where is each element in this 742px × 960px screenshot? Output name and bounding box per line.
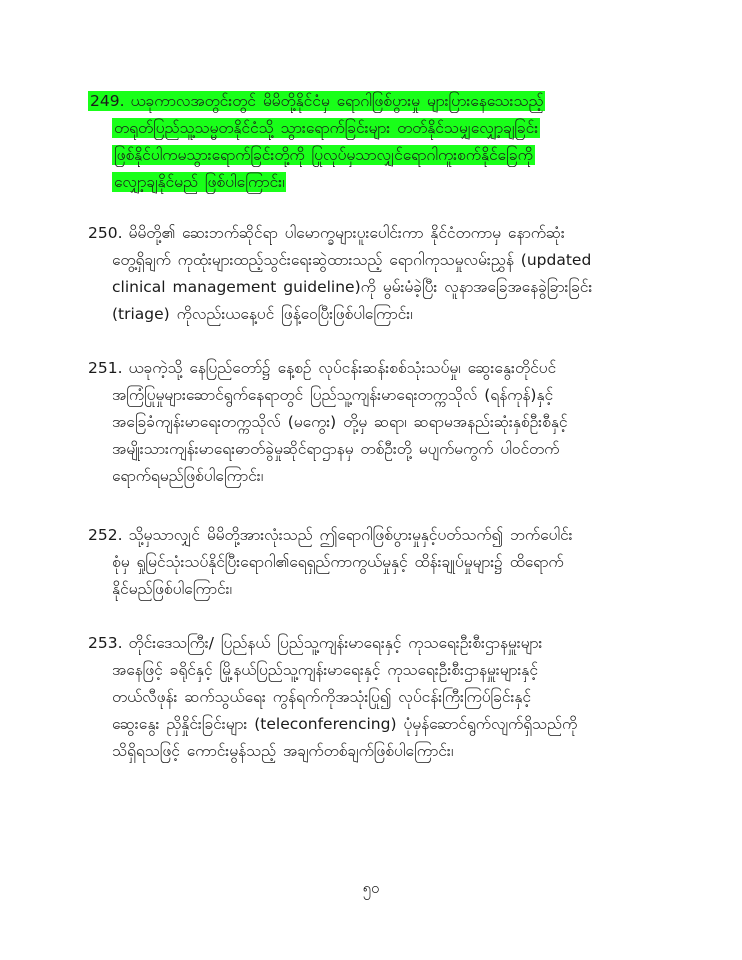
paragraph-number: 249. [90,92,125,110]
paragraph-number: 253. [88,634,123,652]
paragraph-line: အကြံပြုမှုများဆောင်ရွက်နေရာတွင် ပြည်သူ့ကျန်းမာရေးတက္ကသိုလ် (ရန်ကုန်)နှင့် [112,386,554,404]
paragraph-number: 250. [88,224,123,242]
paragraph-line: ရောက်ရမည်ဖြစ်ပါကြောင်း၊ [112,467,264,485]
paragraph-251 [88,355,660,490]
paragraph-line: အခြေခံကျန်းမာရေးတက္ကသိုလ် (မကွေး) တို့မှ ဆရာ၊ ဆရာမအနည်းဆုံးနှစ်ဦးစီနှင့် [112,413,568,431]
paragraph-250 [88,220,660,328]
paragraph-line: (triage) ကိုလည်းယနေ့ပင် ဖြန့်ဝေပြီးဖြစ်ပါကြောင်း၊ [112,305,413,323]
paragraph-253 [88,630,660,765]
paragraph-line: တယ်လီဖုန်း ဆက်သွယ်ရေး ကွန်ရက်ကိုအသုံးပြု၍ လုပ်ငန်းကြီးကြပ်ခြင်းနှင့် [112,688,532,706]
paragraph-249 [88,88,660,196]
paragraph-line: အမျိုးသားကျန်းမာရေးဓာတ်ခွဲမှုဆိုင်ရာဌာနမှ တစ်ဦးတို့ မပျက်မကွက် ပါဝင်တက် [112,440,560,458]
paragraph-line: ဖြစ်နိုင်ပါကမသွားရောက်ခြင်းတို့ကို ပြုလုပ်မှသာလျှင်ရောဂါကူးစက်နိုင်ခြေကို [114,146,533,164]
paragraph-number: 251. [88,359,123,377]
paragraph-line: လျှော့ချနိုင်မည် ဖြစ်ပါကြောင်း၊ [114,173,285,191]
paragraph-line: clinical management guideline)ကို မွမ်းမံခဲ့ပြီး လူနာအခြေအနေခွဲခြားခြင်း [112,278,593,296]
paragraph-line: သို့မှသာလျှင် မိမိတို့အားလုံးသည် ဤရောဂါဖြစ်ပွားမှုနှင့်ပတ်သက်၍ ဘက်ပေါင်း [128,526,573,544]
paragraph-line: တွေ့ရှိချက် ကုထုံးများထည့်သွင်းရေးဆွဲထားသည့် ရောဂါကုသမှုလမ်းညွှန် (updated [112,251,592,269]
paragraph-line: သိရှိရသဖြင့် ကောင်းမွန်သည့် အချက်တစ်ချက်ဖြစ်ပါကြောင်း၊ [112,742,454,760]
paragraph-line: အနေဖြင့် ခရိုင်နှင့် မြို့နယ်ပြည်သူ့ကျန်းမာရေးနှင့် ကုသရေးဦးစီးဌာနမှူးများနှင့် [112,661,538,679]
paragraph-line: စုံမှ ရှုမြင်သုံးသပ်နိုင်ပြီးရောဂါ၏ရေရှည်ကာကွယ်မှုနှင့် ထိန်းချုပ်မှုများ၌ ထိရောက် [112,553,564,571]
paragraph-line: နိုင်မည်ဖြစ်ပါကြောင်း၊ [112,580,232,598]
paragraph-line: ယခုကဲ့သို့ နေပြည်တော်၌ နေ့စဉ် လုပ်ငန်းဆန်းစစ်သုံးသပ်မှု၊ ဆွေးနွေးတိုင်ပင် [128,359,557,377]
paragraph-number: 252. [88,526,123,544]
paragraph-line: တရုတ်ပြည်သူ့သမ္မတနိုင်ငံသို့ သွားရောက်ခြင်းများ တတ်နိုင်သမျှလျှော့ချခြင်း [114,119,539,137]
paragraph-line: ယခုကာလအတွင်းတွင် မိမိတို့နိုင်ငံမှ ရောဂါဖြစ်ပွားမှု များပြားနေသေးသည့် [130,92,544,110]
paragraph-line: မိမိတို့၏ ဆေးဘက်ဆိုင်ရာ ပါမောက္ခများပူးပေါင်းကာ နိုင်ငံတကာမှ နောက်ဆုံး [128,224,565,242]
page-number: ၅၀ [362,879,380,897]
paragraph-252 [88,522,660,603]
paragraph-line: တိုင်းဒေသကြီး/ ပြည်နယ် ပြည်သူ့ကျန်းမာရေးနှင့် ကုသရေးဦးစီးဌာနမှူးများ [128,634,543,652]
paragraph-line: ဆွေးနွေး ညှိနှိုင်းခြင်းများ (teleconferencing) ပုံမှန်ဆောင်ရွက်လျက်ရှိသည်ကို [112,715,578,733]
